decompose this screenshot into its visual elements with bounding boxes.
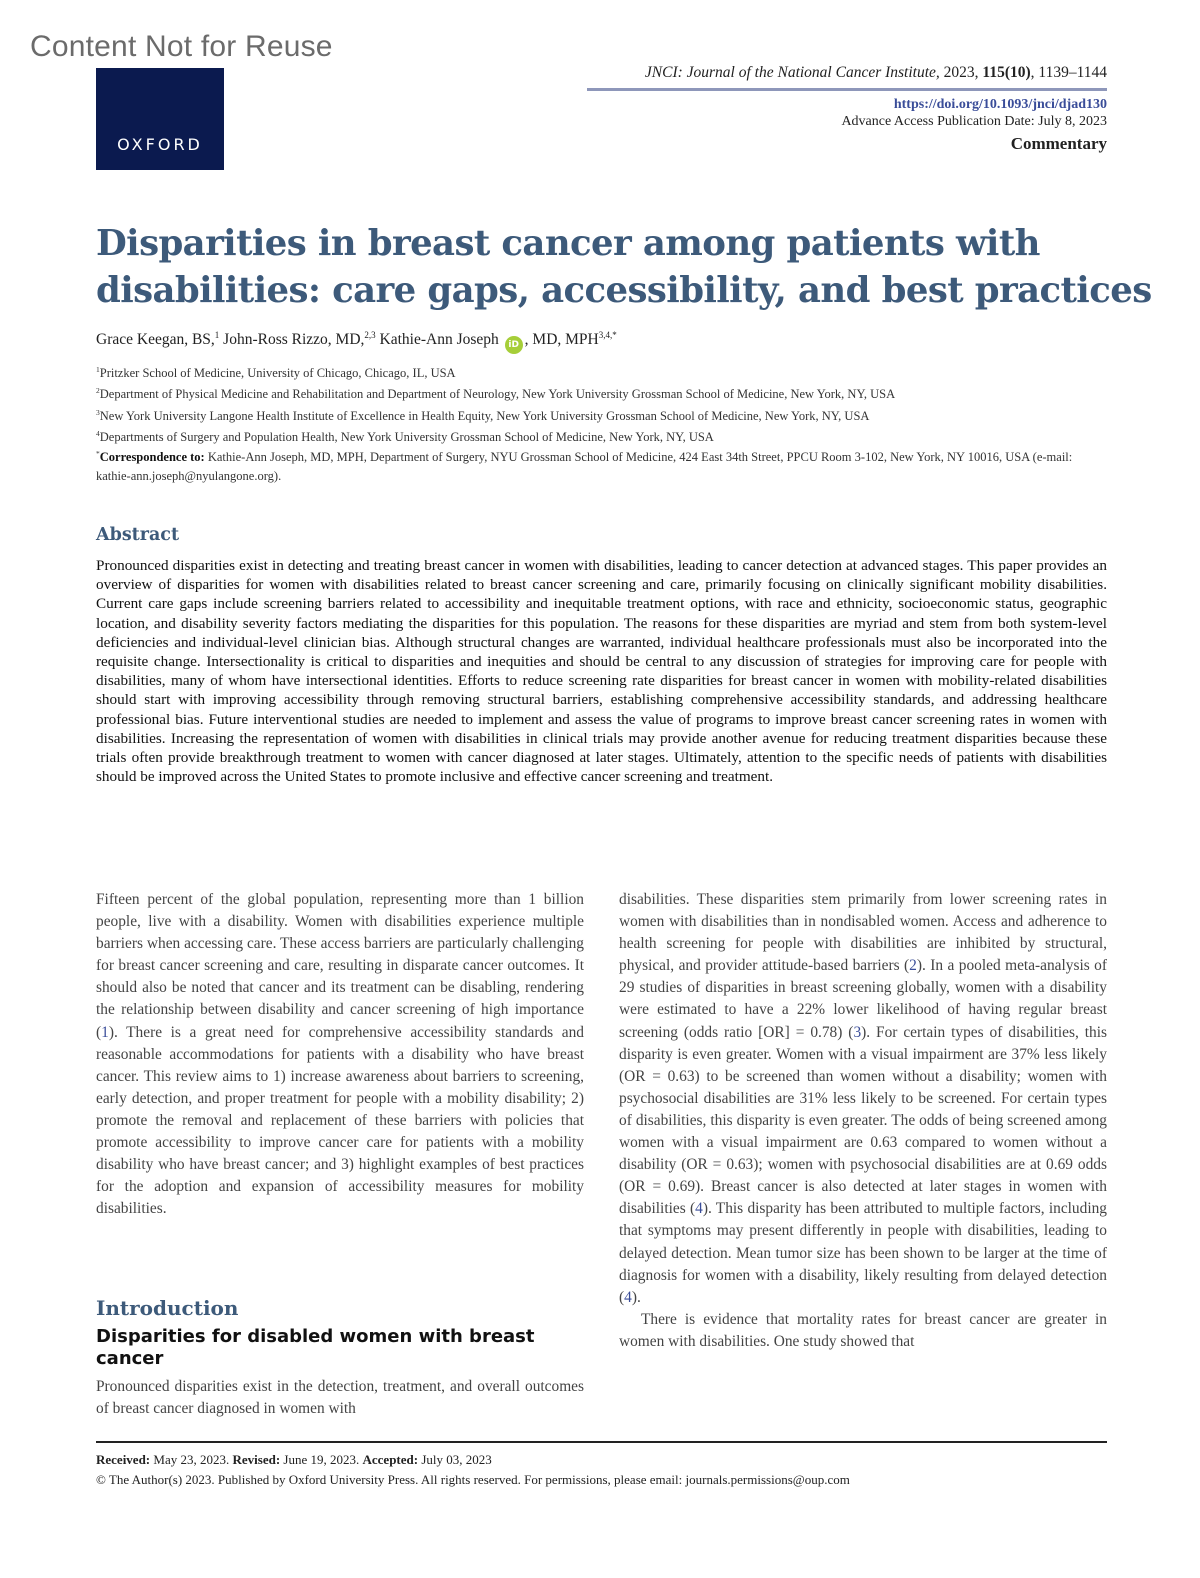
correspondence [96,445,1096,485]
affiliation-4-number: 4 [96,429,100,439]
body-right-column [619,889,1107,1353]
copyright-notice: © The Author(s) 2023. Published by Oxford University Press. All rights reserved. For permissions, please email: journals.permissions@oup.com [96,1472,850,1487]
citation-1[interactable]: 1 [101,1023,109,1041]
author-2-affil: 2,3 [364,330,376,340]
abstract-heading: Abstract [96,525,180,545]
subsection-heading: Disparities for disabled women with breast cancer [96,1326,535,1369]
author-1-affil: 1 [214,330,220,340]
author-3-affil: 3,4,* [598,330,617,340]
abstract-body: Pronounced disparities exist in detecting and treating breast cancer in women with disabilities, leading to cancer detection at advanced stages. This paper provides an overview of disparities for women with disabilities related to breast cancer screening and care, primarily focusing on clinically significant mobility disabilities. Current care gaps include screening barriers related to accessibility and inequitable treatment options, with race and ethnicity, socioeconomic status, geographic location, and disability severity factors mediating the disparities for this population. The reasons for these disparities are myriad and stem from both system-level deficiencies and individual-level clinician bias. Although structural changes are warranted, individual healthcare professionals must also be incorporated into the requisite change. Intersectionality is critical to disparities and inequities and should be central to any discussion of strategies for improving care for people with disabilities, many of whom have intersectional identities. Efforts to reduce screening rate disparities for breast cancer in women with mobility-related disabilities should start with improving accessibility through removing structural barriers, establishing comprehensive accessibility standards, and addressing healthcare professional bias. Future interventional studies are needed to implement and assess the value of programs to improve breast cancer screening rates in women with disabilities. Increasing the representation of women with disabilities in clinical trials may provide another avenue for reducing treatment disparities because these trials often provide breakthrough treatment to women with cancer diagnosed at later stages. Ultimately, attention to the specific needs of patients with disabilities should be improved across the United States to promote inclusive and effective cancer screening and treatment. [96,557,1107,786]
received-label: Received: [96,1452,151,1467]
received-date: May 23, 2023. [150,1452,233,1467]
watermark: Content Not for Reuse [30,30,333,63]
accepted-date: July 03, 2023 [418,1452,492,1467]
affiliations [96,361,895,447]
right-text-b: ). In a pooled meta-analysis of 29 studies of disparities in breast screening globally, women with a disability were estimated to have a 22% lower likelihood of having regular breast screening (odds ratio [OR] = 0.78) ( [619,957,1107,1041]
citation-2[interactable]: 2 [909,957,917,975]
affiliation-2-number: 2 [96,386,100,396]
title-line-1: Disparities in breast cancer among patients with [96,223,1040,264]
journal-header [587,64,1107,154]
article-type: Commentary [1010,134,1107,153]
journal-year: 2023, [939,64,983,81]
oxford-logo [96,68,224,170]
body-left-column [96,889,584,1220]
author-3-degrees: , MD, MPH [524,331,599,349]
journal-pages: , 1139–1144 [1030,64,1107,81]
revised-date: June 19, 2023. [280,1452,363,1467]
journal-volume: 115(10) [982,64,1031,81]
author-3: Kathie-Ann Joseph [375,331,503,349]
affiliation-2 [96,382,895,403]
revised-label: Revised: [232,1452,281,1467]
publication-date: Advance Access Publication Date: July 8, 2023 [841,114,1107,129]
body-left-column-continued [96,1376,584,1420]
footer-divider [96,1441,1107,1443]
title-line-2: disabilities: care gaps, accessibility, and best practices [96,270,1152,311]
citation-4[interactable]: 4 [695,1200,703,1218]
right-text-a: disabilities. These disparities stem primarily from lower screening rates in women with disabilities than in nondisabled women. Access and adherence to health screening for people with disabilities are inhibited by structural, physical, and provider attitude-based barriers ( [619,891,1107,975]
disparities-paragraph: Pronounced disparities exist in the detection, treatment, and overall outcomes of breast cancer diagnosed in women with [96,1378,584,1418]
correspondence-text: Kathie-Ann Joseph, MD, MPH, Department of Surgery, NYU Grossman School of Medicine, 424 East 34th Street, PPCU Room 3-102, New York, NY 10016, USA (e-mail: kathie-ann.joseph@nyulangone.org). [96,450,1073,483]
affiliation-2-text: Department of Physical Medicine and Rehabilitation and Department of Neurology, New York University Grossman School of Medicine, New York, NY, USA [99,387,896,402]
disparities-paragraph-continued [619,889,1107,1309]
affiliation-1-text: Pritzker School of Medicine, University of Chicago, Chicago, IL, USA [99,366,456,381]
affiliation-3-number: 3 [96,407,100,417]
article-footer [96,1450,850,1490]
right-text-c: ). For certain types of disabilities, this disparity is even greater. Women with a visual impairment are 37% less likely (OR = 0.63) to be screened than women without a disability; women with psychosocial disabilities are 31% less likely to be screened. For certain types of disabilities, this disparity is even greater. The odds of being screened among women with a visual impairment are 0.63 compared to women without a disability (OR = 0.63); women with psychosocial disabilities are at 0.69 odds (OR = 0.69). Breast cancer is also detected at later stages in women with disabilities ( [619,1023,1107,1218]
affiliation-4 [96,425,895,446]
journal-name: JNCI: Journal of the National Cancer Institute, [644,64,940,81]
author-2: John-Ross Rizzo, MD, [219,331,365,349]
author-list [96,330,617,354]
accepted-label: Accepted: [362,1452,419,1467]
citation-4-repeat[interactable]: 4 [624,1288,632,1306]
mortality-paragraph: There is evidence that mortality rates for breast cancer are greater in women with disabilities. One study showed that [619,1310,1107,1350]
article-title [96,220,1152,314]
article-history [96,1450,850,1470]
logo-text: OXFORD [117,135,203,154]
intro-paragraph [96,889,584,1220]
affiliation-3-text: New York University Langone Health Institute of Excellence in Health Equity, New York University Grossman School of Medicine, New York, NY, USA [99,409,870,424]
citation-3[interactable]: 3 [853,1023,862,1041]
correspondence-label: Correspondence to: [99,450,205,465]
intro-text-b: ). There is a great need for comprehensive accessibility standards and reasonable accommodations for patients with a disability who have breast cancer. This review aims to 1) increase awareness about barriers to screening, early detection, and proper treatment for people with a mobility disability; 2) promote the removal and replacement of these barriers with policies that promote accessibility to improve cancer care for patients with a mobility disability who have breast cancer; and 3) highlight examples of best practices for the adoption and expansion of accessibility measures for mobility disabilities. [96,1023,584,1218]
introduction-heading: Introduction [96,1296,239,1320]
correspondence-mark: * [96,449,100,458]
doi-link[interactable]: https://doi.org/10.1093/jnci/djad130 [893,97,1107,112]
affiliation-1 [96,361,895,382]
intro-text-a: Fifteen percent of the global population, representing more than 1 billion people, live with a disability. Women with disabilities experience multiple barriers when accessing care. These access barriers are particularly challenging for breast cancer screening and care, resulting in disparate cancer outcomes. It should also be noted that cancer and its treatment can be disabling, rendering the relationship between disability and cancer screening of high importance ( [96,891,584,1041]
right-text-d: ). This disparity has been attributed to multiple factors, including that symptoms may present differently in people with disabilities, leading to delayed detection. Mean tumor size has been shown to be larger at the time of diagnosis for women with a disability, likely resulting from delayed detection ( [619,1200,1107,1306]
author-1: Grace Keegan, BS, [96,331,215,349]
orcid-icon[interactable]: iD [505,336,523,354]
journal-citation [587,64,1107,91]
affiliation-1-number: 1 [96,365,100,374]
affiliation-4-text: Departments of Surgery and Population Health, New York University Grossman School of Medicine, New York, NY, USA [99,430,714,445]
affiliation-3 [96,404,895,425]
right-text-e: ). [631,1288,641,1306]
